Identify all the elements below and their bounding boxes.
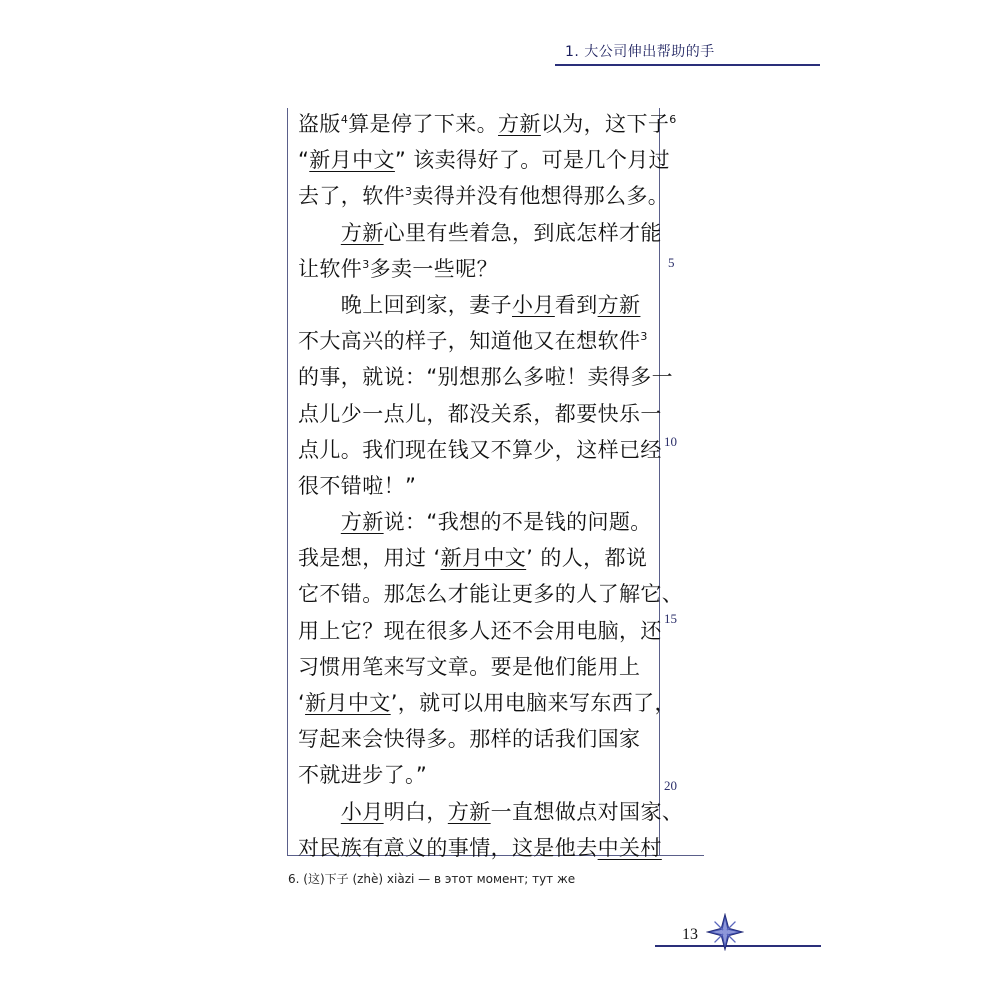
text-segment: 看到: [554, 292, 598, 317]
text-segment: 明白，: [383, 799, 448, 824]
running-header: [555, 38, 820, 66]
text-line: [298, 251, 653, 287]
text-line: [298, 287, 653, 323]
text-segment: 卖得并没有他想得那么多。: [412, 184, 670, 209]
text-segment: 盗版: [298, 112, 341, 136]
text-segment: 我是想，用过 ‘: [298, 546, 441, 571]
text-segment: “: [298, 148, 310, 173]
text-line: [298, 106, 677, 142]
proper-name: 方新: [597, 292, 641, 317]
text-segment: 心里有些着急，到底怎样才能: [383, 220, 662, 245]
text-line: [298, 794, 684, 830]
text-segment: ‘: [298, 691, 306, 715]
proper-name: 方新: [498, 112, 541, 136]
proper-name: 方新: [340, 510, 384, 535]
proper-name: 方新: [447, 799, 491, 824]
footnote-ref: 3: [640, 330, 648, 344]
text-segment: ’ 的人，都说: [526, 546, 648, 571]
text-line: [298, 142, 671, 178]
text-segment: 说：“我想的不是钱的问题。: [383, 510, 652, 535]
text-segment: 的事，就说：“别想那么多啦！卖得多一: [298, 365, 674, 390]
text-segment: 去了，软件: [298, 184, 405, 209]
text-line: [298, 178, 670, 214]
page-number: 13: [682, 926, 698, 943]
text-segment: 它不错。那怎么才能让更多的人了解它、: [298, 582, 684, 607]
proper-name: 方新: [340, 220, 384, 245]
proper-name: 新月中文: [309, 148, 395, 173]
text-line: [298, 359, 674, 395]
footnote-ref: 3: [362, 257, 370, 271]
text-segment: ” 该卖得好了。可是几个月过: [394, 148, 671, 173]
text-line: [298, 830, 662, 866]
text-line: [298, 396, 662, 432]
proper-name: 新月中文: [305, 691, 391, 715]
text-segment: 不大高兴的样子，知道他又在想软件: [298, 329, 641, 354]
text-line: [298, 721, 653, 757]
four-point-star-icon: [706, 913, 744, 951]
footnote: 6. (这)下子 (zhè) xiàzi — в этот момент; тут же: [288, 872, 576, 886]
text-line: [298, 215, 662, 251]
text-segment: 以为，这下子: [540, 112, 670, 136]
proper-name: 新月中文: [440, 546, 527, 571]
text-segment: 点儿少一点儿，都没关系，都要快乐一: [298, 401, 662, 426]
text-frame-extension: [658, 855, 704, 856]
proper-name: 小月: [512, 292, 555, 317]
header-title: 1. 大公司伸出帮助的手: [565, 44, 715, 60]
line-number-15: 15: [664, 611, 677, 626]
line-number-20: 20: [664, 778, 677, 793]
text-segment: 点儿。我们现在钱又不算少，这样已经: [298, 437, 662, 462]
proper-name: 小月: [340, 799, 384, 824]
text-segment: 习惯用笔来写文章。要是他们能用上: [298, 654, 641, 679]
text-segment: [298, 221, 341, 245]
text-segment: 晚上回到家，妻子: [298, 292, 512, 317]
text-segment: 算是停了下来。: [348, 112, 499, 136]
text-line: [298, 576, 684, 612]
text-line: [298, 540, 653, 576]
text-segment: 很不错啦！”: [298, 473, 417, 498]
text-line: [298, 504, 653, 540]
text-segment: ’，就可以用电脑来写东西了，: [390, 691, 676, 715]
text-segment: [298, 800, 341, 824]
text-line: [298, 613, 662, 649]
text-line: [298, 649, 653, 685]
text-line: [298, 432, 662, 468]
line-number-10: 10: [664, 434, 677, 449]
footnote-ref: 3: [405, 185, 413, 199]
text-line: [298, 468, 653, 504]
text-segment: 写起来会快得多。那样的话我们国家: [298, 727, 641, 752]
footnote-ref: 6: [669, 113, 677, 126]
footnote-ref: 4: [340, 113, 349, 126]
line-number-5: 5: [668, 255, 675, 270]
text-segment: 用上它？现在很多人还不会用电脑，还: [298, 618, 662, 643]
text-line: [298, 323, 653, 359]
text-segment: 对民族有意义的事情，这是他去: [298, 835, 598, 860]
text-segment: 不就进步了。”: [298, 763, 428, 788]
proper-name: 中关村: [597, 835, 662, 860]
text-segment: 多卖一些呢？: [369, 256, 499, 281]
text-line: [298, 685, 676, 721]
text-segment: 一直想做点对国家、: [490, 799, 684, 824]
text-segment: [298, 510, 341, 534]
text-line: [298, 757, 653, 793]
text-segment: 让软件: [298, 256, 363, 281]
